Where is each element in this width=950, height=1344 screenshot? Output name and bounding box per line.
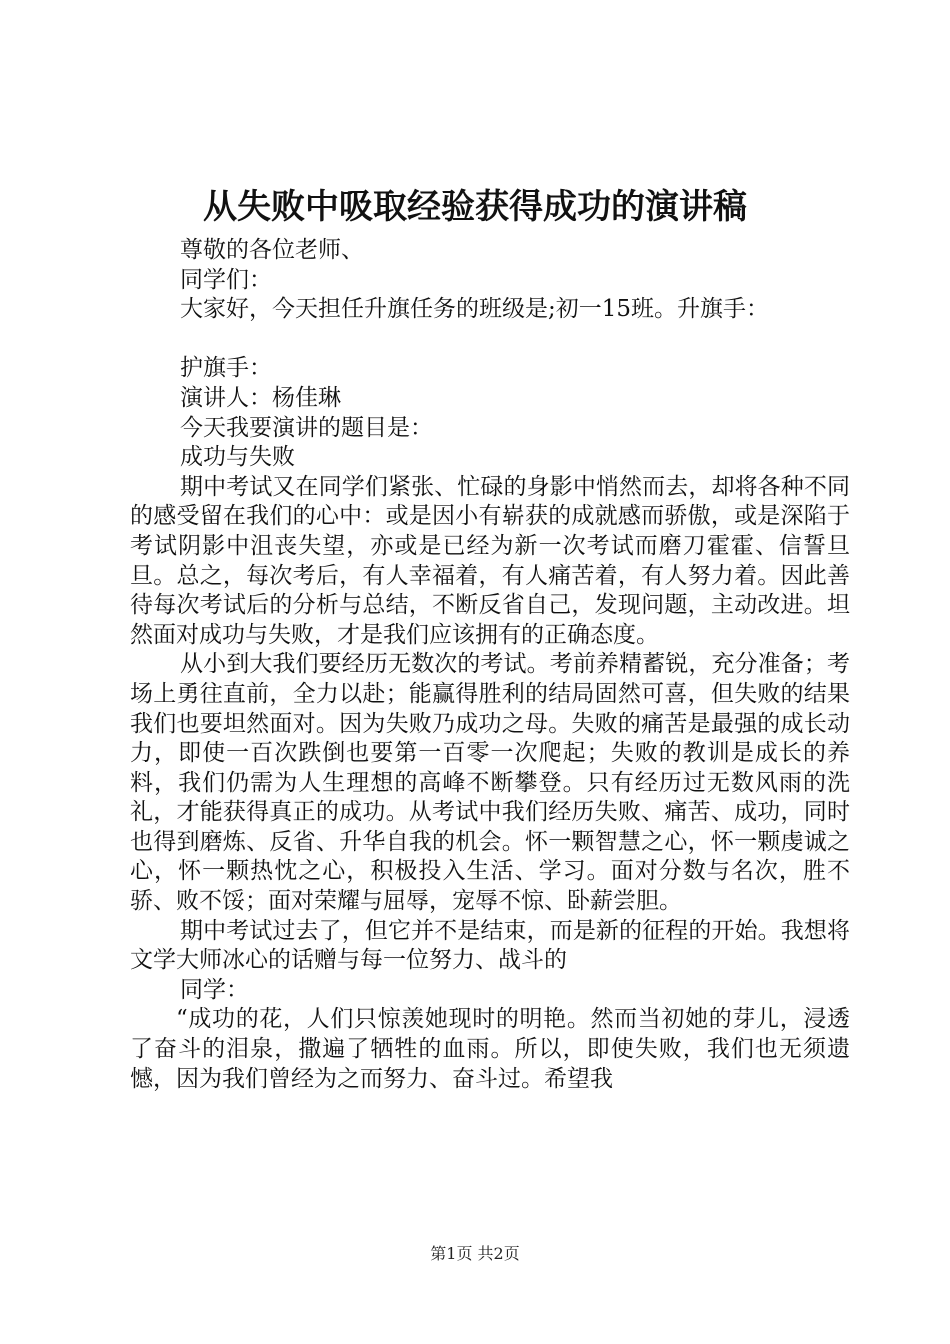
address-line: 同学： xyxy=(180,976,249,1003)
quote-paragraph: “成功的花，人们只惊羡她现时的明艳。然而当初她的芽儿，浸透了奋斗的泪泉，撒遍了牺牲的血雨。所以，即使失败，我们也无须遗憾，因为我们曾经为之而努力、奋斗过。希望我 xyxy=(130,1006,850,1092)
flag-guard-line: 护旗手： xyxy=(180,355,272,382)
salutation-line: 同学们： xyxy=(180,266,272,293)
salutation-line: 尊敬的各位老师、 xyxy=(180,237,364,263)
paragraph: 期中考试过去了，但它并不是结束，而是新的征程的开始。我想将文学大师冰心的话赠与每一位努力、战斗的 xyxy=(130,917,850,974)
speaker-line: 演讲人：杨佳琳 xyxy=(180,384,341,411)
document-body xyxy=(130,236,850,1094)
page-number-footer: 第1页 共2页 xyxy=(430,1244,520,1263)
document-title: 从失败中吸取经验获得成功的演讲稿 xyxy=(203,187,747,227)
greeting-line: 大家好，今天担任升旗任务的班级是;初一15班。升旗手： xyxy=(180,296,770,323)
blank-line xyxy=(130,325,850,355)
paragraph: 期中考试又在同学们紧张、忙碌的身影中悄然而去，却将各种不同的感受留在我们的心中：或是因小有崭获的成就感而骄傲，或是深陷于考试阴影中沮丧失望，亦或是已经为新一次考试而磨刀霍霍、信誓旦旦。总之，每次考后，有人幸福着，有人痛苦着，有人努力着。因此善待每次考试后的分析与总结，不断反省自己，发现问题，主动改进。坦然面对成功与失败，才是我们应该拥有的正确态度。 xyxy=(130,473,850,648)
topic-line: 成功与失败 xyxy=(180,444,295,471)
paragraph: 从小到大我们要经历无数次的考试。考前养精蓄锐，充分准备；考场上勇往直前，全力以赴；能赢得胜利的结局固然可喜，但失败的结果我们也要坦然面对。因为失败乃成功之母。失败的痛苦是最强的成长动力，即使一百次跌倒也要第一百零一次爬起；失败的教训是成长的养料，我们仍需为人生理想的高峰不断攀登。只有经历过无数风雨的洗礼，才能获得真正的成功。从考试中我们经历失败、痛苦、成功，同时也得到磨炼、反省、升华自我的机会。怀一颗智慧之心，怀一颗虔诚之心，怀一颗热忱之心，积极投入生活、学习。面对分数与名次，胜不骄、败不馁；面对荣耀与屈辱，宠辱不惊、卧薪尝胆。 xyxy=(130,651,850,915)
topic-intro-line: 今天我要演讲的题目是： xyxy=(180,414,433,441)
